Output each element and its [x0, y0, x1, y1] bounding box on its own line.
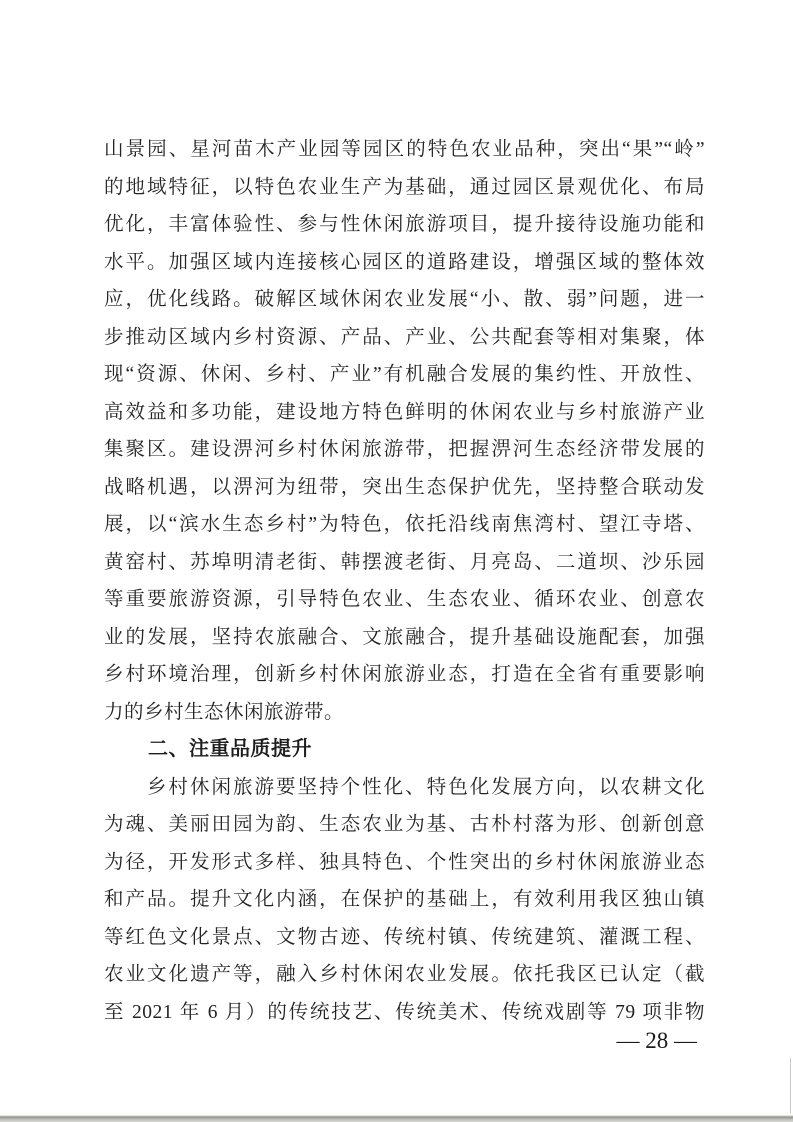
text-line: 优化，丰富体验性、参与性休闲旅游项目，提升接待设施功能和 — [104, 214, 705, 235]
text-line: 战略机遇，以淠河为纽带，突出生态保护优先，坚持整合联动发 — [104, 476, 705, 498]
text-line: 至 2021 年 6 月）的传统技艺、传统美术、传统戏剧等 79 项非物 — [104, 1001, 705, 1023]
text-line: 业的发展，坚持农旅融合、文旅融合，提升基础设施配套，加强 — [104, 626, 705, 648]
text-line: 集聚区。建设淠河乡村休闲旅游带，把握淠河生态经济带发展的 — [104, 439, 705, 460]
text-line: 山景园、星河苗木产业园等园区的特色农业品种，突出“果”“岭” — [104, 139, 705, 160]
text-line: 高效益和多功能，建设地方特色鲜明的休闲农业与乡村旅游产业 — [104, 401, 705, 423]
text-line: 水平。加强区域内连接核心园区的道路建设，增强区域的整体效 — [104, 251, 705, 273]
text-line: 乡村休闲旅游要坚持个性化、特色化发展方向，以农耕文化 — [146, 776, 705, 798]
text-line: 黄窑村、苏埠明清老街、韩摆渡老街、月亮岛、二道坝、沙乐园 — [104, 551, 705, 573]
text-line: 应，优化线路。破解区域休闲农业发展“小、散、弱”问题，进一 — [104, 289, 705, 310]
section-heading: 二、注重品质提升 — [148, 738, 312, 760]
text-line: 农业文化遗产等，融入乡村休闲农业发展。依托我区已认定（截 — [104, 964, 705, 985]
body-text — [104, 131, 705, 1031]
text-line: 的地域特征，以特色农业生产为基础，通过园区景观优化、布局 — [104, 176, 705, 198]
text-line: 为径，开发形式多样、独具特色、个性突出的乡村休闲旅游业态 — [104, 851, 705, 873]
text-line: 和产品。提升文化内涵，在保护的基础上，有效利用我区独山镇 — [104, 889, 705, 910]
text-line: 现“资源、休闲、乡村、产业”有机融合发展的集约性、开放性、 — [104, 364, 705, 385]
text-line: 展，以“滨水生态乡村”为特色，依托沿线南焦湾村、望江寺塔、 — [104, 514, 705, 535]
page-number: — 28 — — [616, 1028, 697, 1053]
scan-right-edge-artifact — [790, 1058, 791, 1116]
text-line: 为魂、美丽田园为韵、生态农业为基、古朴村落为形、创新创意 — [104, 814, 705, 835]
text-line: 步推动区域内乡村资源、产品、产业、公共配套等相对集聚，体 — [104, 326, 705, 348]
text-line: 等红色文化景点、文物古迹、传统村镇、传统建筑、灌溉工程、 — [104, 926, 705, 948]
text-line: 力的乡村生态休闲旅游带。 — [104, 701, 345, 723]
text-line: 等重要旅游资源，引导特色农业、生态农业、循环农业、创意农 — [104, 589, 705, 610]
scan-bottom-edge-shadow — [0, 1113, 793, 1122]
text-line: 乡村环境治理，创新乡村休闲旅游业态，打造在全省有重要影响 — [104, 664, 705, 685]
